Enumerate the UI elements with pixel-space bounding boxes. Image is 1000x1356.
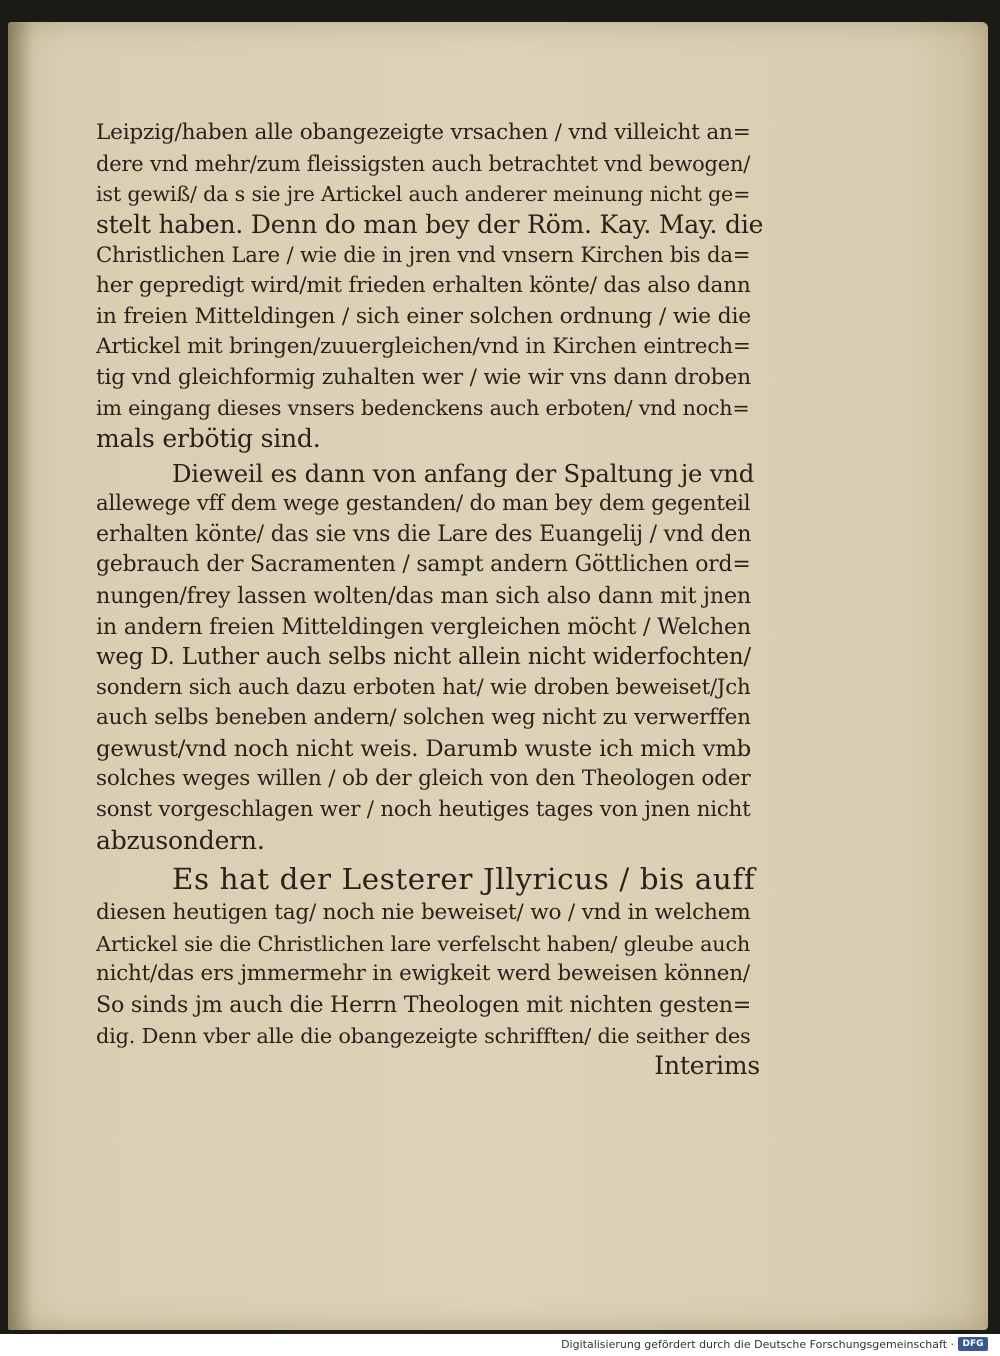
text-line: auch selbs beneben andern/ solchen weg nicht zu verwerffen (96, 705, 751, 731)
section-heading: Es hat der Lesterer Jllyricus / bis auff (172, 862, 756, 897)
text-line: Artickel mit bringen/zuuergleichen/vnd in Kirchen eintrech= (96, 334, 751, 360)
text-line: nicht/das ers jmmermehr in ewigkeit werd beweisen können/ (96, 961, 750, 987)
text-line: allewege vff dem wege gestanden/ do man bey dem gegenteil (96, 491, 751, 517)
text-line: gebrauch der Sacramenten / sampt andern Göttlichen ord= (96, 552, 751, 578)
text-line: mals erbötig sind. (96, 423, 321, 453)
text-line: solches weges willen / ob der gleich von den Theologen oder (96, 766, 751, 792)
text-line: erhalten könte/ das sie vns die Lare des Euangelij / vnd den (96, 521, 752, 547)
catchword: Interims (654, 1051, 760, 1081)
text-line: in freien Mitteldingen / sich einer solchen ordnung / wie die (96, 303, 751, 329)
text-line: gewust/vnd noch nicht weis. Darumb wuste ich mich vmb (96, 735, 752, 762)
footer-bar (0, 1334, 1000, 1356)
text-line: in andern freien Mitteldingen vergleichen möcht / Welchen (96, 613, 751, 640)
text-line: So sinds jm auch die Herrn Theologen mit nichten gesten= (96, 992, 752, 1019)
text-line: dere vnd mehr/zum fleissigsten auch betrachtet vnd bewogen/ (96, 151, 751, 176)
page-text (96, 118, 766, 1082)
text-line: her gepredigt wird/mit frieden erhalten könte/ das also dann (96, 272, 751, 298)
funding-credit: Digitalisierung gefördert durch die Deutsche Forschungsgemeinschaft · (561, 1338, 954, 1351)
text-line: dig. Denn vber alle die obangezeigte schrifften/ die seither des (96, 1023, 751, 1048)
page-gutter-shadow (8, 22, 34, 1330)
text-line: Leipzig/haben alle obangezeigte vrsachen / vnd villeicht an= (96, 120, 751, 145)
dfg-logo: DFG (958, 1337, 988, 1351)
text-line: sonst vorgeschlagen wer / noch heutiges tages von jnen nicht (96, 797, 751, 823)
text-line: nungen/frey lassen wolten/das man sich also dann mit jnen (96, 582, 752, 609)
text-line: Artickel sie die Christlichen lare verfelscht haben/ gleube auch (96, 931, 751, 956)
text-line: weg D. Luther auch selbs nicht allein nicht widerfochten/ (96, 644, 751, 671)
text-line: abzusondern. (96, 825, 265, 855)
text-line: stelt haben. Denn do man bey der Röm. Kay. May. die (96, 209, 764, 239)
text-line: im eingang dieses vnsers bedenckens auch erboten/ vnd noch= (96, 396, 750, 421)
text-line: sondern sich auch dazu erboten hat/ wie droben beweiset/Jch (96, 674, 751, 700)
text-line: ist gewiß/ da s sie jre Artickel auch anderer meinung nicht ge= (96, 182, 751, 207)
text-line: diesen heutigen tag/ noch nie beweiset/ wo / vnd in welchem (96, 900, 751, 926)
text-line: tig vnd gleichformig zuhalten wer / wie wir vns dann droben (96, 364, 751, 390)
text-line: Christlichen Lare / wie die in jren vnd vnsern Kirchen bis da= (96, 242, 751, 268)
text-line: Dieweil es dann von anfang der Spaltung je vnd (172, 458, 755, 488)
